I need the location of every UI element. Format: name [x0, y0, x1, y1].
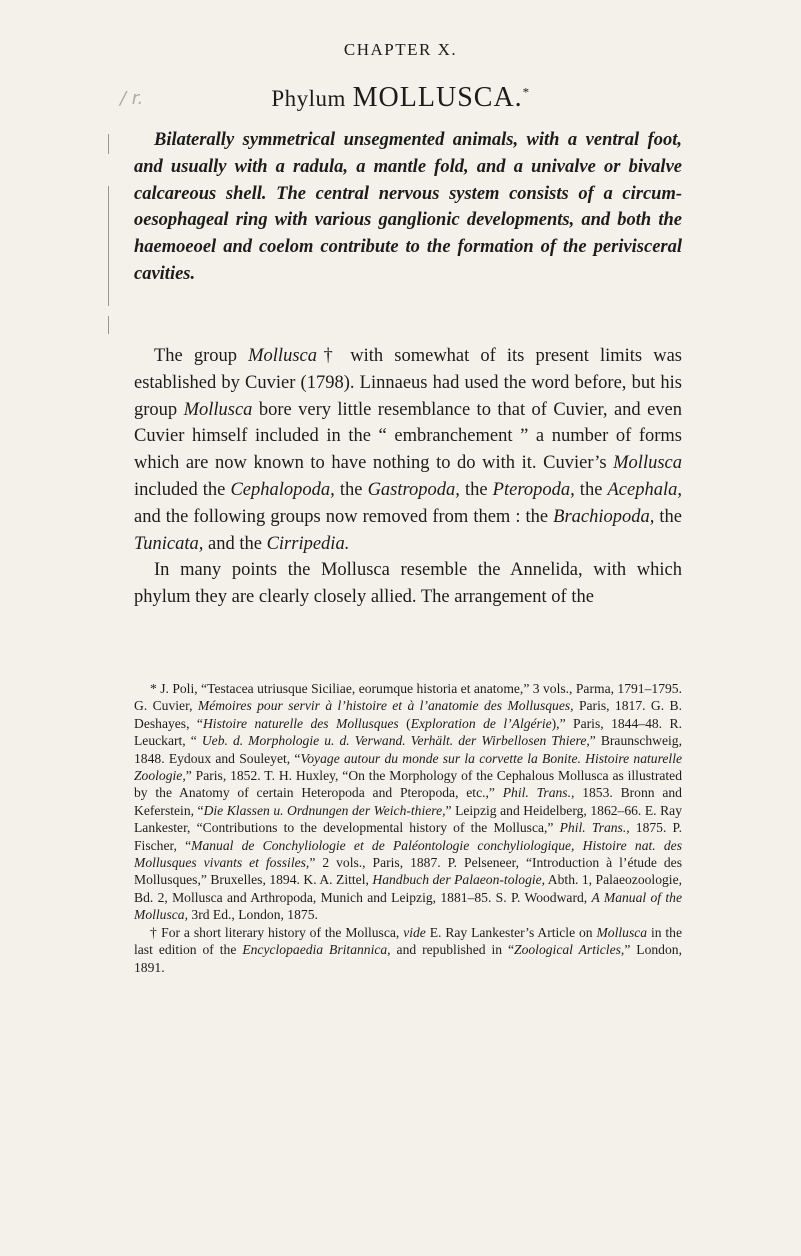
footnotes [134, 680, 682, 976]
margin-bracket-line [108, 316, 109, 334]
title-main: MOLLUSCA. [352, 82, 523, 113]
body-paragraph: In many points the Mollusca resemble the Annelida, with which phylum they are clearly closely allied. The arrangement of the [134, 560, 682, 608]
footnote-ref: † [316, 346, 340, 366]
margin-bracket-line [108, 134, 109, 154]
page-title [0, 82, 801, 114]
pencil-annotation: / r. [120, 88, 144, 109]
footnote: * J. Poli, “Testacea utriusque Siciliae, eorumque historia et anatome,” 3 vols., Parma, 1791–1795. G. Cuvier, Mémoires pour servir à l’histoire et à l’anatomie des Mollusques, Paris, 1817. G. B. Deshayes, “Histoire naturelle des Mollusques (Exploration de l’Algérie),” Paris, 1844–48. R. Leuckart, “ Ueb. d. Morphologie u. d. Verwand. Verhält. der Wirbellosen Thiere,” Braunschweig, 1848. Eydoux and Souleyet, “Voyage autour du monde sur la corvette la Bonite. Histoire naturelle Zoologie,” Paris, 1852. T. H. Huxley, “On the Morphology of the Cephalous Mollusca as illustrated by the Anatomy of certain Heteropoda and Pteropoda, etc.,” Phil. Trans., 1853. Bronn and Keferstein, “Die Klassen u. Ordnungen der Weich-thiere,” Leipzig and Heidelberg, 1862–66. E. Ray Lankester, “Contributions to the developmental history of the Mollusca,” Phil. Trans., 1875. P. Fischer, “Manual de Conchyliologie et de Paléontologie conchyliologique, Histoire nat. des Mollusques vivants et fossiles,” 2 vols., Paris, 1887. P. Pelseneer, “Introduction à l’étude des Mollusques,” Bruxelles, 1894. K. A. Zittel, Handbuch der Palaeon-tologie, Abth. 1, Palaeozoologie, Bd. 2, Mollusca and Arthropoda, Munich and Leipzig, 1881–85. S. P. Woodward, A Manual of the Mollusca, 3rd Ed., London, 1875. [134, 681, 682, 923]
summary-text: Bilaterally symmetrical unsegmented animals, with a ventral foot, and usually with a radula, a mantle fold, and a univalve or bivalve calcareous shell. The central nervous system consists of a circum-oesophageal ring with various ganglionic developments, and both the haemoeoel and coelom contribute to the formation of the perivisceral cavities. [134, 130, 682, 284]
title-footnote-mark: * [522, 84, 530, 100]
body-paragraph: The group Mollusca† with somewhat of its present limits was established by Cuvier (1798). Linnaeus had used the word before, but his group Mollusca bore very little resemblance to that of Cuvier, and even Cuvier himself included in the “ embranchement ” a number of forms which are now known to have nothing to do with it. Cuvier’s Mollusca included the Cephalopoda, the Gastropoda, the Pteropoda, the Acephala, and the following groups now removed from them : the Brachiopoda, the Tunicata, and the Cirripedia. [134, 346, 683, 554]
chapter-heading: CHAPTER X. [343, 40, 458, 59]
title-prefix: Phylum [271, 86, 346, 111]
margin-bracket-line [108, 186, 109, 306]
footnote: † For a short literary history of the Mollusca, vide E. Ray Lankester’s Article on Mollusca in the last edition of the Encyclopaedia Britannica, and republished in “Zoological Articles,” London, 1891. [134, 924, 682, 975]
chapter-summary [134, 127, 682, 288]
body-text [134, 343, 682, 611]
